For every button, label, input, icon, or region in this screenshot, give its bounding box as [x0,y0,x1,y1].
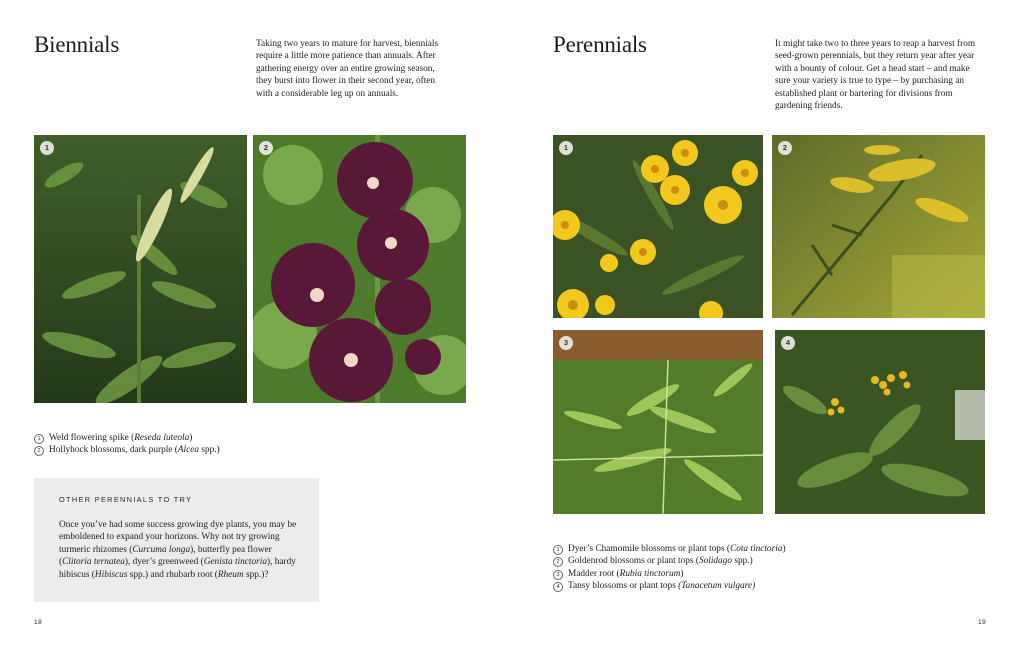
perennials-intro: It might take two to three years to reap a harvest from seed-grown perennials, but they return year after year with a bounty of colour. Get a head start – and make sure your variety is true to type – by purchasing an established plant or bartering for divisions from gardening friends. [775,39,976,112]
caption-item [34,444,334,456]
page-number-left: 18 [34,619,43,626]
caption-number: 1 [34,434,44,444]
page-title-biennials: Biennials [34,32,120,57]
caption-latin: Cota tinctoria [730,544,783,554]
biennials-caption-list [34,432,334,457]
sidebar-text: spp.) and rhubarb root ( [127,569,218,580]
caption-number: 2 [34,446,44,456]
photo-number-badge: 2 [778,141,792,155]
caption-after: spp.) [199,445,220,456]
biennials-intro: Taking two years to mature for harvest, biennials require a little more patience than annuals. After gathering energy over an entire growing season, they burst into flower in their second year, often with a considerable leg up on annuals. [256,39,439,99]
caption-after: ) [680,568,684,579]
madder-image [553,330,763,514]
caption-latin: (Tanacetum vulgare) [678,580,756,591]
caption-number: 4 [553,582,563,592]
caption-after: spp.) [732,556,753,567]
caption-latin: Alcea [177,445,200,456]
hollyhock-image [253,135,466,403]
photo-madder [553,330,763,514]
photo-tansy [775,330,985,514]
sidebar-text: spp.)? [243,569,269,580]
perennials-caption-list [553,543,873,592]
caption-text: Dyer’s Chamomile blossoms or plant tops ( [568,544,730,554]
weld-image [34,135,247,403]
photo-number-badge: 3 [559,336,573,350]
page-number-right: 19 [978,619,987,626]
caption-text: Madder root ( [568,568,620,579]
sidebar-latin-name: Genista tinctoria [203,557,267,568]
page-title-perennials: Perennials [553,32,647,57]
caption-after: ) [782,544,786,554]
goldenrod-image [772,135,985,318]
caption-item [553,555,873,567]
sidebar-latin-name: Rheum [217,569,244,580]
sidebar-text: ), butterfly pea flower ( [59,544,272,568]
caption-item [34,432,334,444]
chamomile-image [553,135,763,318]
caption-latin: Rubia tinctorum [619,568,681,579]
sidebar-other-perennials [34,478,319,602]
photo-number-badge: 2 [259,141,273,155]
sidebar-latin-name: Clitoria ternatea [62,557,125,568]
sidebar-body [59,519,304,581]
tansy-image [775,330,985,514]
caption-latin: Reseda luteola [134,433,190,443]
caption-item [553,543,873,555]
photo-weld [34,135,247,403]
caption-number: 3 [553,570,563,580]
caption-text: Hollyhock blossoms, dark purple ( [49,445,178,456]
sidebar-latin-name: Hibiscus [94,569,128,580]
caption-item [553,580,873,592]
caption-latin: Solidago [698,556,732,567]
caption-text: Weld flowering spike ( [49,433,135,443]
photo-goldenrod [772,135,985,318]
photo-dyers-chamomile [553,135,763,318]
caption-text: Tansy blossoms or plant tops [568,580,679,591]
sidebar-latin-name: Curcuma longa [132,544,191,555]
photo-number-badge: 1 [40,141,54,155]
photo-number-badge: 1 [559,141,573,155]
caption-number: 2 [553,557,563,567]
caption-text: Goldenrod blossoms or plant tops ( [568,556,699,567]
sidebar-text: Once you’ve had some success growing dye plants, you may be emboldened to expand your horizons. Why not try growing turmeric rhizomes ( [59,520,297,555]
caption-after: ) [189,433,193,443]
caption-item [553,568,873,580]
sidebar-text: ), hardy hibiscus ( [59,557,296,580]
photo-number-badge: 4 [781,336,795,350]
photo-hollyhock [253,135,466,403]
sidebar-text: ), dyer’s greenweed ( [124,557,204,568]
caption-number: 1 [553,545,563,555]
sidebar-title: OTHER PERENNIALS TO TRY [59,495,193,504]
